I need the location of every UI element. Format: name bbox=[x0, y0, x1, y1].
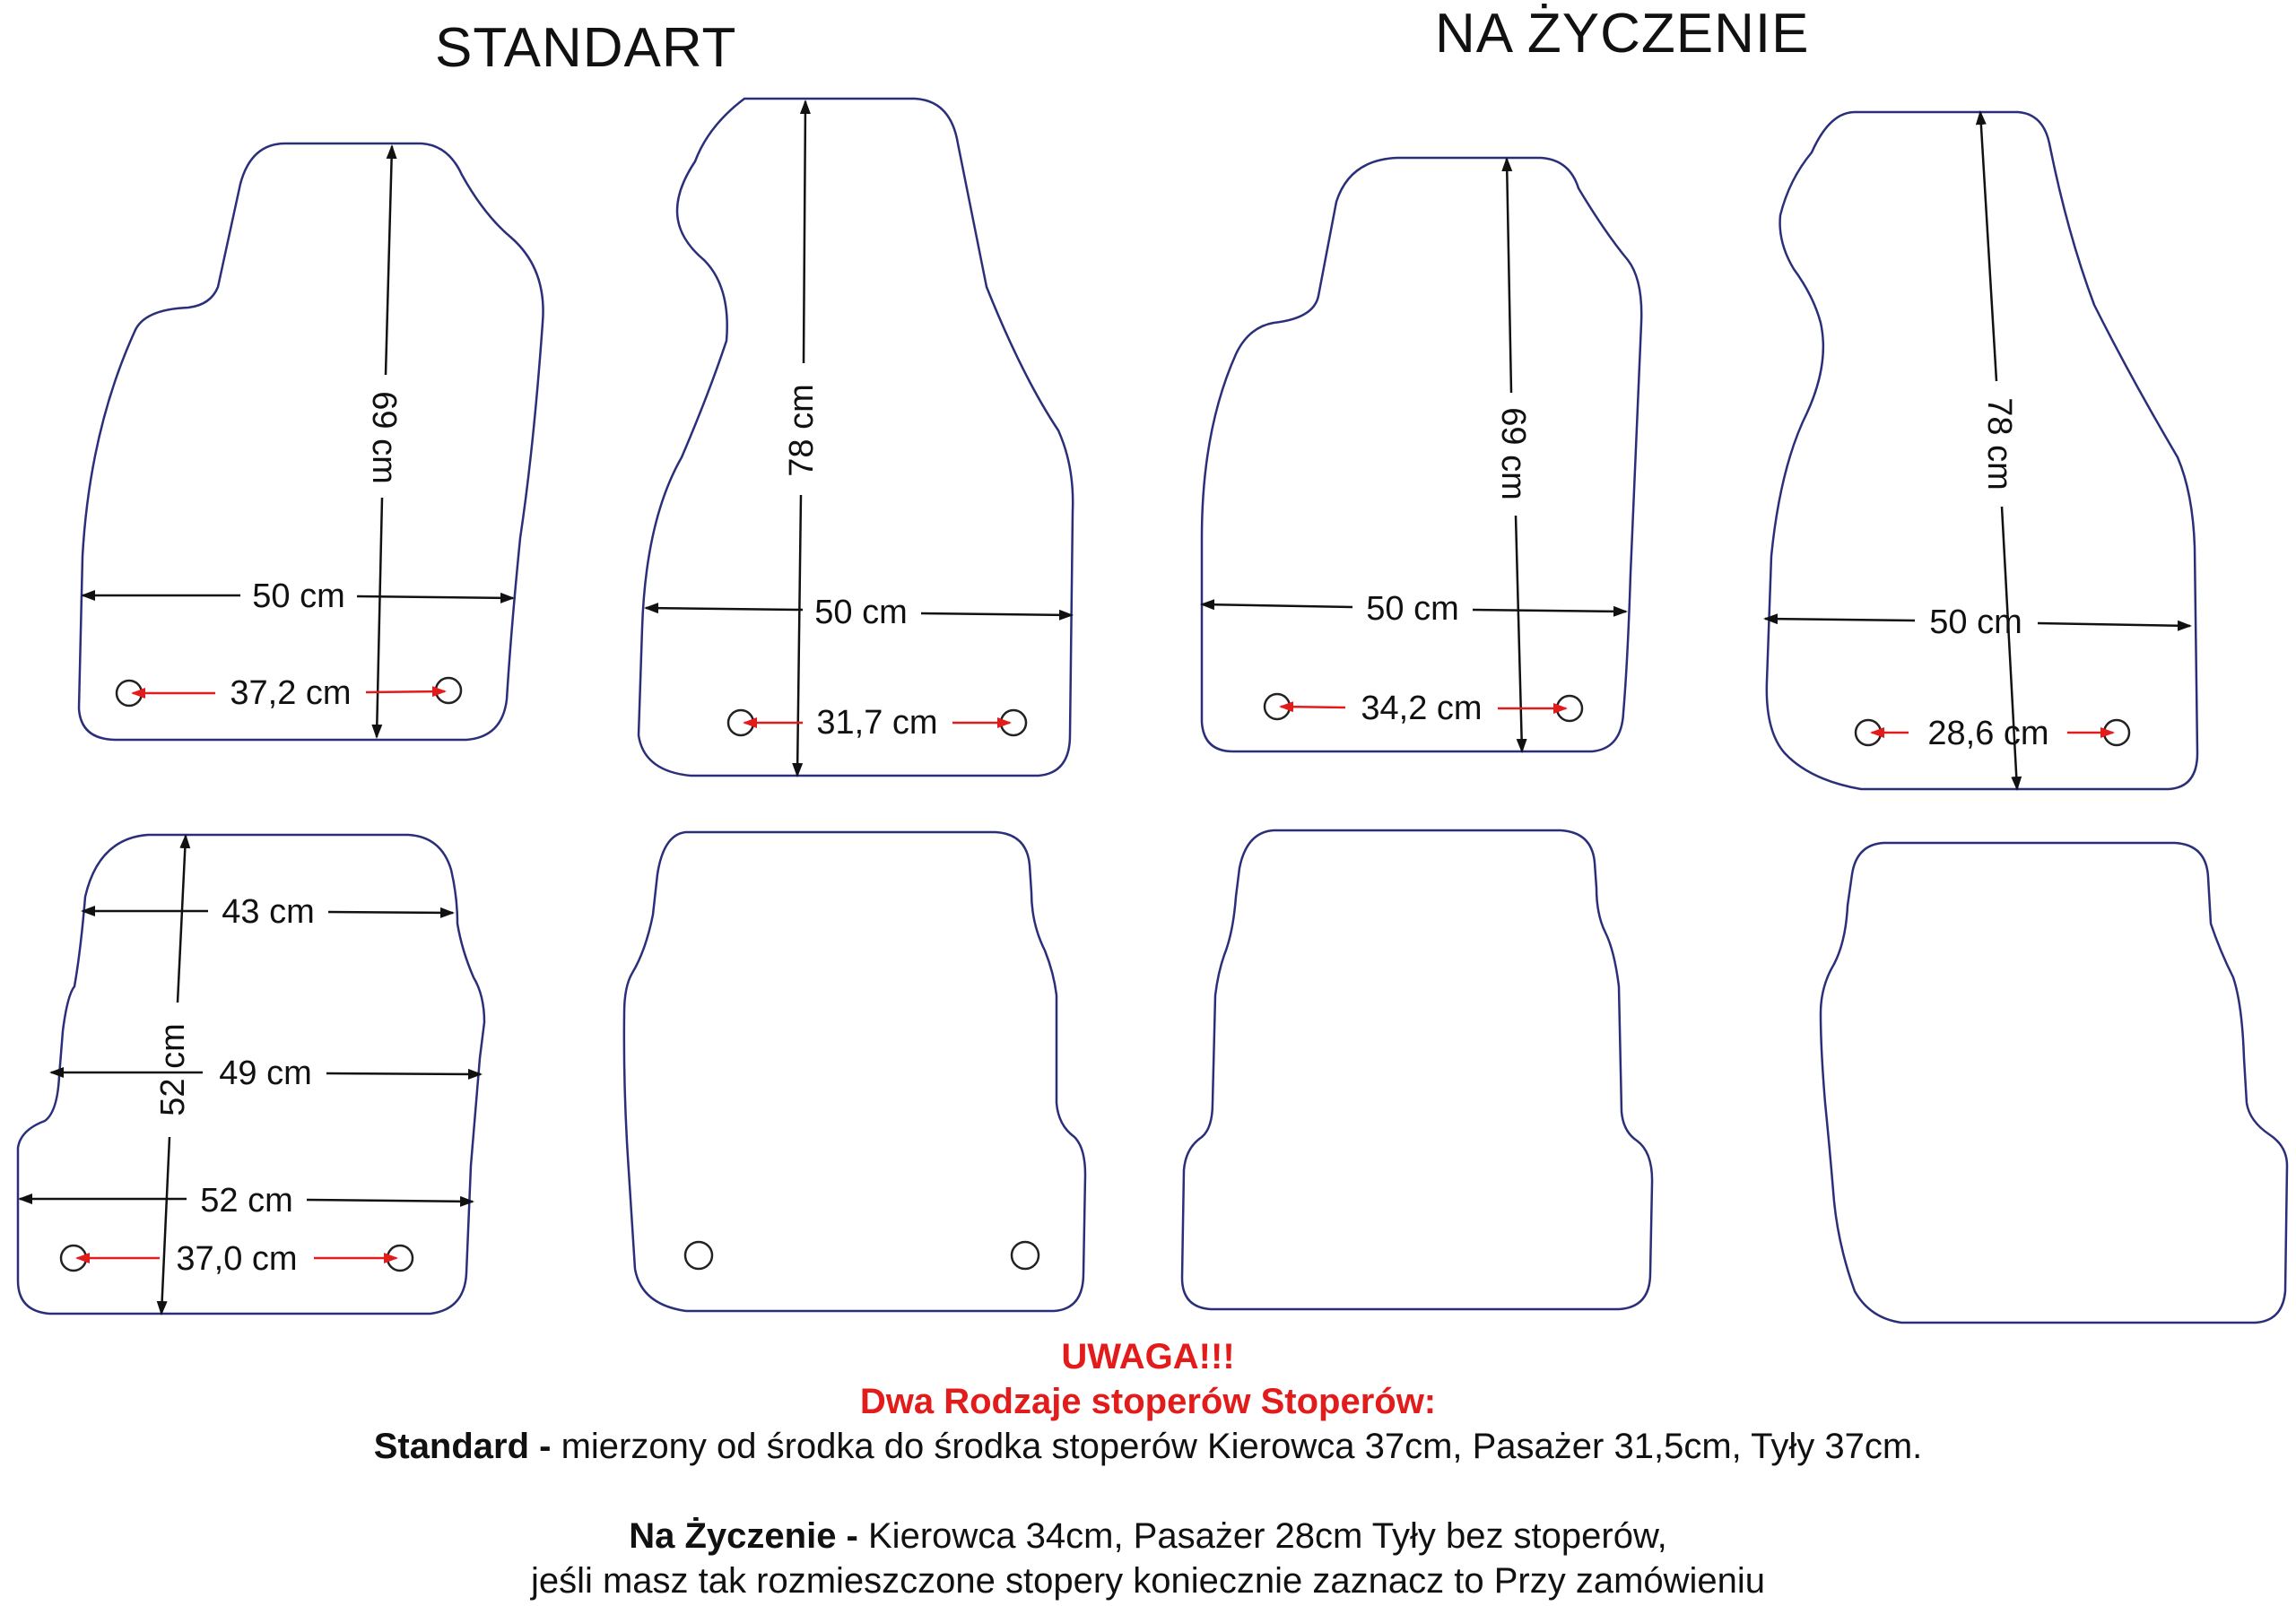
dim-rear-top-width-right bbox=[328, 912, 453, 913]
dim-custom-driver-length-top bbox=[1507, 159, 1511, 393]
label-custom-passenger-width: 50 cm bbox=[1929, 603, 2022, 641]
standard-note-text: mierzony od środka do środka stoperów Kierowca 37cm, Pasażer 31,5cm, Tyły 37cm. bbox=[551, 1427, 1923, 1466]
label-std-passenger-width: 50 cm bbox=[814, 594, 908, 631]
dim-rear-bottom-width-right bbox=[307, 1200, 473, 1202]
label-rear-mid-width: 49 cm bbox=[219, 1055, 312, 1092]
label-rear-stoppers: 37,0 cm bbox=[176, 1240, 298, 1278]
dim-custom-driver-length-bottom bbox=[1516, 516, 1522, 751]
label-std-passenger-stoppers: 31,7 cm bbox=[816, 704, 938, 742]
label-rear-length: 52 cm bbox=[154, 1023, 192, 1116]
stopper-rear-center-right bbox=[1012, 1242, 1039, 1269]
custom-note-text: Kierowca 34cm, Pasażer 28cm Tyły bez stoperów, bbox=[857, 1516, 1667, 1556]
dim-std-driver-length-top bbox=[386, 146, 392, 375]
label-custom-driver-length: 69 cm bbox=[1494, 407, 1532, 500]
dim-custom-passenger-length-top bbox=[1980, 112, 1996, 381]
mat-custom-driver-outline bbox=[1202, 158, 1641, 751]
stopper-arrow-std-driver-right bbox=[366, 691, 445, 692]
notes-block bbox=[0, 1334, 2296, 1603]
stopper-arrow-custom-driver-left bbox=[1281, 707, 1345, 708]
standard-note bbox=[0, 1424, 2296, 1469]
dim-std-driver-length-bottom bbox=[377, 498, 382, 737]
mat-standard-passenger-outline bbox=[639, 99, 1073, 776]
dim-std-passenger-width-right bbox=[921, 613, 1072, 615]
warning-heading: UWAGA!!! bbox=[1061, 1337, 1235, 1376]
mat-rear-center-right-outline bbox=[1182, 830, 1652, 1309]
label-std-driver-stoppers: 37,2 cm bbox=[230, 674, 352, 712]
label-rear-top-width: 43 cm bbox=[222, 893, 315, 931]
stopper-rear-center-left bbox=[685, 1242, 712, 1269]
label-custom-passenger-stoppers: 28,6 cm bbox=[1927, 715, 2049, 752]
custom-note-2: jeśli masz tak rozmieszczone stopery koniecznie zaznacz to Przy zamówieniu bbox=[530, 1561, 1766, 1601]
dim-custom-driver-width-left bbox=[1202, 604, 1352, 607]
label-rear-bottom-width: 52 cm bbox=[200, 1182, 293, 1220]
mat-standard-driver-outline bbox=[79, 143, 544, 740]
dim-std-passenger-length-bottom bbox=[797, 495, 801, 776]
title-standard: STANDART bbox=[435, 17, 737, 79]
label-std-passenger-length: 78 cm bbox=[783, 384, 821, 477]
dim-std-passenger-width-left bbox=[646, 608, 803, 610]
label-std-driver-length: 69 cm bbox=[365, 391, 403, 484]
label-custom-driver-stoppers: 34,2 cm bbox=[1361, 690, 1483, 727]
dim-custom-driver-width-right bbox=[1473, 610, 1626, 612]
warning-subtitle: Dwa Rodzaje stoperów Stoperów: bbox=[859, 1382, 1437, 1421]
title-custom: NA ŻYCZENIE bbox=[1435, 3, 1810, 65]
label-std-driver-width: 50 cm bbox=[252, 577, 345, 615]
label-custom-passenger-length: 78 cm bbox=[1980, 397, 2018, 490]
notes-gap bbox=[0, 1469, 2296, 1514]
custom-note-label: Na Życzenie - bbox=[629, 1516, 858, 1556]
mat-rear-center-left-outline bbox=[624, 832, 1085, 1311]
label-custom-driver-width: 50 cm bbox=[1366, 590, 1459, 628]
standard-note-label: Standard - bbox=[373, 1427, 552, 1466]
custom-note bbox=[0, 1514, 2296, 1558]
dim-rear-length-bottom bbox=[161, 1137, 170, 1314]
dim-rear-mid-width-right bbox=[326, 1073, 481, 1074]
dim-std-passenger-length-top bbox=[804, 101, 805, 363]
dim-custom-passenger-width-right bbox=[2038, 623, 2190, 626]
dim-rear-length-top bbox=[178, 836, 186, 1003]
dim-custom-passenger-width-left bbox=[1765, 619, 1915, 621]
mat-rear-right-outline bbox=[1821, 843, 2287, 1323]
